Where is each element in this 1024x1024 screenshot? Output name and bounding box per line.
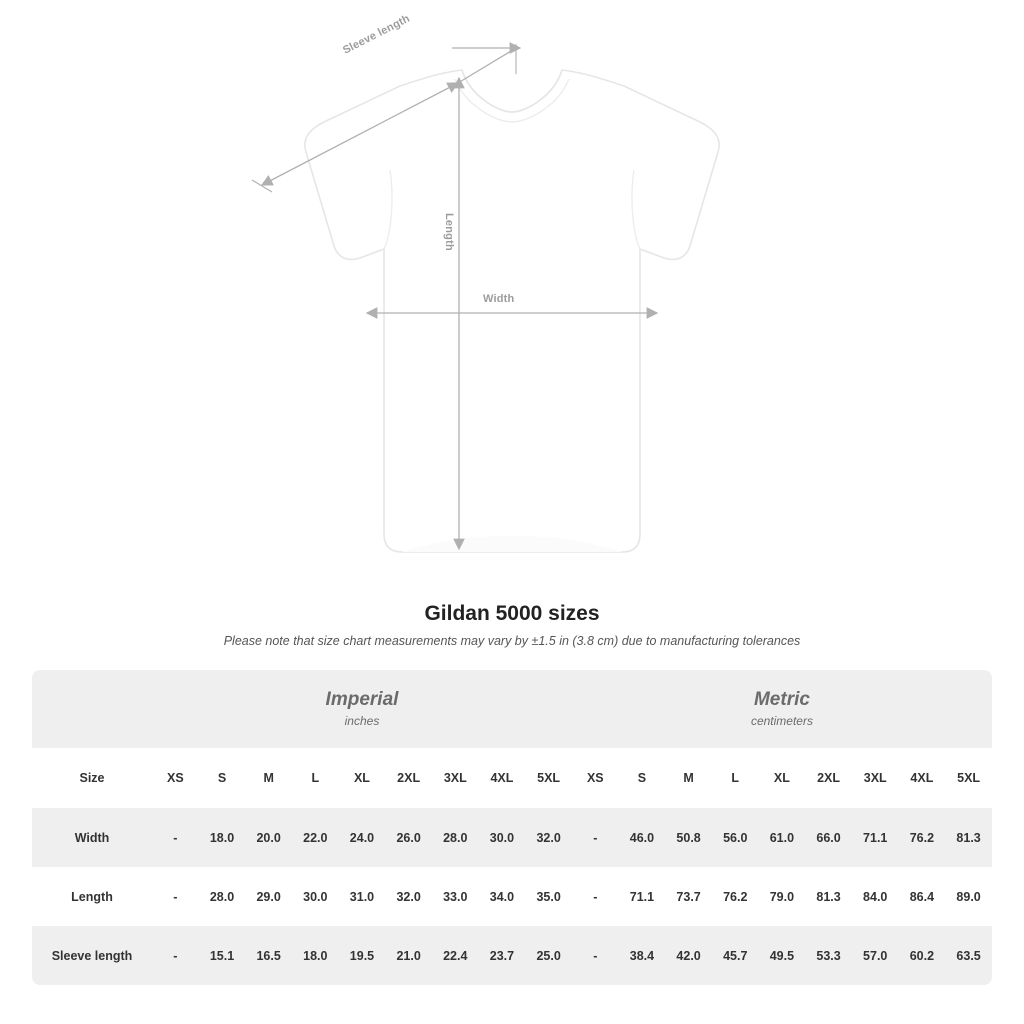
sleeve-imperial-s: 15.1 <box>199 926 246 985</box>
sleeve-imperial-3xl: 22.4 <box>432 926 479 985</box>
tolerance-note: Please note that size chart measurements may vary by ±1.5 in (3.8 cm) due to manufacturing tolerances <box>223 634 801 648</box>
size-header-metric-xs: XS <box>572 748 619 808</box>
width-imperial-s: 18.0 <box>199 808 246 867</box>
unit-header-imperial <box>152 670 572 748</box>
length-metric-2xl: 81.3 <box>805 867 852 926</box>
row-label-sleeve-length: Sleeve length <box>32 926 152 985</box>
width-metric-s: 46.0 <box>619 808 666 867</box>
length-metric-l: 76.2 <box>712 867 759 926</box>
sleeve-metric-xs: - <box>572 926 619 985</box>
length-metric-5xl: 89.0 <box>945 867 992 926</box>
length-imperial-3xl: 33.0 <box>432 867 479 926</box>
table-row <box>32 926 992 985</box>
size-header-metric-5xl: 5XL <box>945 748 992 808</box>
width-metric-3xl: 71.1 <box>852 808 899 867</box>
size-header-imperial-xl: XL <box>339 748 386 808</box>
length-label: Length <box>443 213 455 251</box>
sleeve-imperial-2xl: 21.0 <box>385 926 432 985</box>
width-imperial-2xl: 26.0 <box>385 808 432 867</box>
size-header-imperial-5xl: 5XL <box>525 748 572 808</box>
size-header-metric-s: S <box>619 748 666 808</box>
sleeve-metric-2xl: 53.3 <box>805 926 852 985</box>
size-header-metric-l: L <box>712 748 759 808</box>
size-header-metric-3xl: 3XL <box>852 748 899 808</box>
size-header-imperial-xs: XS <box>152 748 199 808</box>
size-header-metric-4xl: 4XL <box>899 748 946 808</box>
sleeve-metric-l: 45.7 <box>712 926 759 985</box>
sleeve-metric-5xl: 63.5 <box>945 926 992 985</box>
sleeve-imperial-4xl: 23.7 <box>479 926 526 985</box>
table-row <box>32 867 992 926</box>
size-header-metric-m: M <box>665 748 712 808</box>
length-metric-xs: - <box>572 867 619 926</box>
page-title: Gildan 5000 sizes <box>424 602 600 625</box>
width-metric-m: 50.8 <box>665 808 712 867</box>
size-header-imperial-s: S <box>199 748 246 808</box>
unit-name-metric: Metric <box>753 689 810 711</box>
sleeve-metric-3xl: 57.0 <box>852 926 899 985</box>
width-imperial-5xl: 32.0 <box>525 808 572 867</box>
size-header-imperial-m: M <box>245 748 292 808</box>
unit-name-imperial: Imperial <box>325 689 399 711</box>
width-imperial-xl: 24.0 <box>339 808 386 867</box>
sleeve-imperial-xs: - <box>152 926 199 985</box>
size-header-metric-xl: XL <box>759 748 806 808</box>
width-metric-4xl: 76.2 <box>899 808 946 867</box>
sleeve-imperial-m: 16.5 <box>245 926 292 985</box>
row-label-length: Length <box>32 867 152 926</box>
width-imperial-xs: - <box>152 808 199 867</box>
length-imperial-5xl: 35.0 <box>525 867 572 926</box>
unit-sub-metric: centimeters <box>750 713 813 728</box>
length-imperial-l: 30.0 <box>292 867 339 926</box>
length-metric-xl: 79.0 <box>759 867 806 926</box>
length-metric-3xl: 84.0 <box>852 867 899 926</box>
length-metric-s: 71.1 <box>619 867 666 926</box>
width-metric-xs: - <box>572 808 619 867</box>
length-imperial-m: 29.0 <box>245 867 292 926</box>
width-metric-xl: 61.0 <box>759 808 806 867</box>
sleeve-metric-4xl: 60.2 <box>899 926 946 985</box>
width-metric-l: 56.0 <box>712 808 759 867</box>
length-imperial-2xl: 32.0 <box>385 867 432 926</box>
width-imperial-3xl: 28.0 <box>432 808 479 867</box>
unit-corner-cell <box>32 670 152 748</box>
unit-sub-imperial: inches <box>344 713 380 728</box>
sleeve-length-label: Sleeve length <box>341 12 412 57</box>
size-chart-table-container <box>32 670 992 985</box>
size-header-imperial-l: L <box>292 748 339 808</box>
length-imperial-s: 28.0 <box>199 867 246 926</box>
sleeve-imperial-5xl: 25.0 <box>525 926 572 985</box>
row-label-width: Width <box>32 808 152 867</box>
sleeve-imperial-xl: 19.5 <box>339 926 386 985</box>
tshirt-shape <box>305 70 719 552</box>
sleeve-metric-s: 38.4 <box>619 926 666 985</box>
width-metric-5xl: 81.3 <box>945 808 992 867</box>
length-imperial-xs: - <box>152 867 199 926</box>
unit-header-metric <box>572 670 992 748</box>
size-header-imperial-2xl: 2XL <box>385 748 432 808</box>
width-imperial-m: 20.0 <box>245 808 292 867</box>
width-metric-2xl: 66.0 <box>805 808 852 867</box>
width-imperial-4xl: 30.0 <box>479 808 526 867</box>
size-header-metric-2xl: 2XL <box>805 748 852 808</box>
width-label: Width <box>483 293 515 305</box>
unit-header-row <box>32 670 992 748</box>
width-imperial-l: 22.0 <box>292 808 339 867</box>
size-header-imperial-4xl: 4XL <box>479 748 526 808</box>
sleeve-imperial-l: 18.0 <box>292 926 339 985</box>
length-imperial-4xl: 34.0 <box>479 867 526 926</box>
table-row <box>32 808 992 867</box>
length-metric-m: 73.7 <box>665 867 712 926</box>
size-header-row <box>32 748 992 808</box>
length-metric-4xl: 86.4 <box>899 867 946 926</box>
size-corner-label: Size <box>32 748 152 808</box>
length-imperial-xl: 31.0 <box>339 867 386 926</box>
sleeve-metric-m: 42.0 <box>665 926 712 985</box>
size-chart-table <box>32 670 992 985</box>
sleeve-metric-xl: 49.5 <box>759 926 806 985</box>
size-header-imperial-3xl: 3XL <box>432 748 479 808</box>
